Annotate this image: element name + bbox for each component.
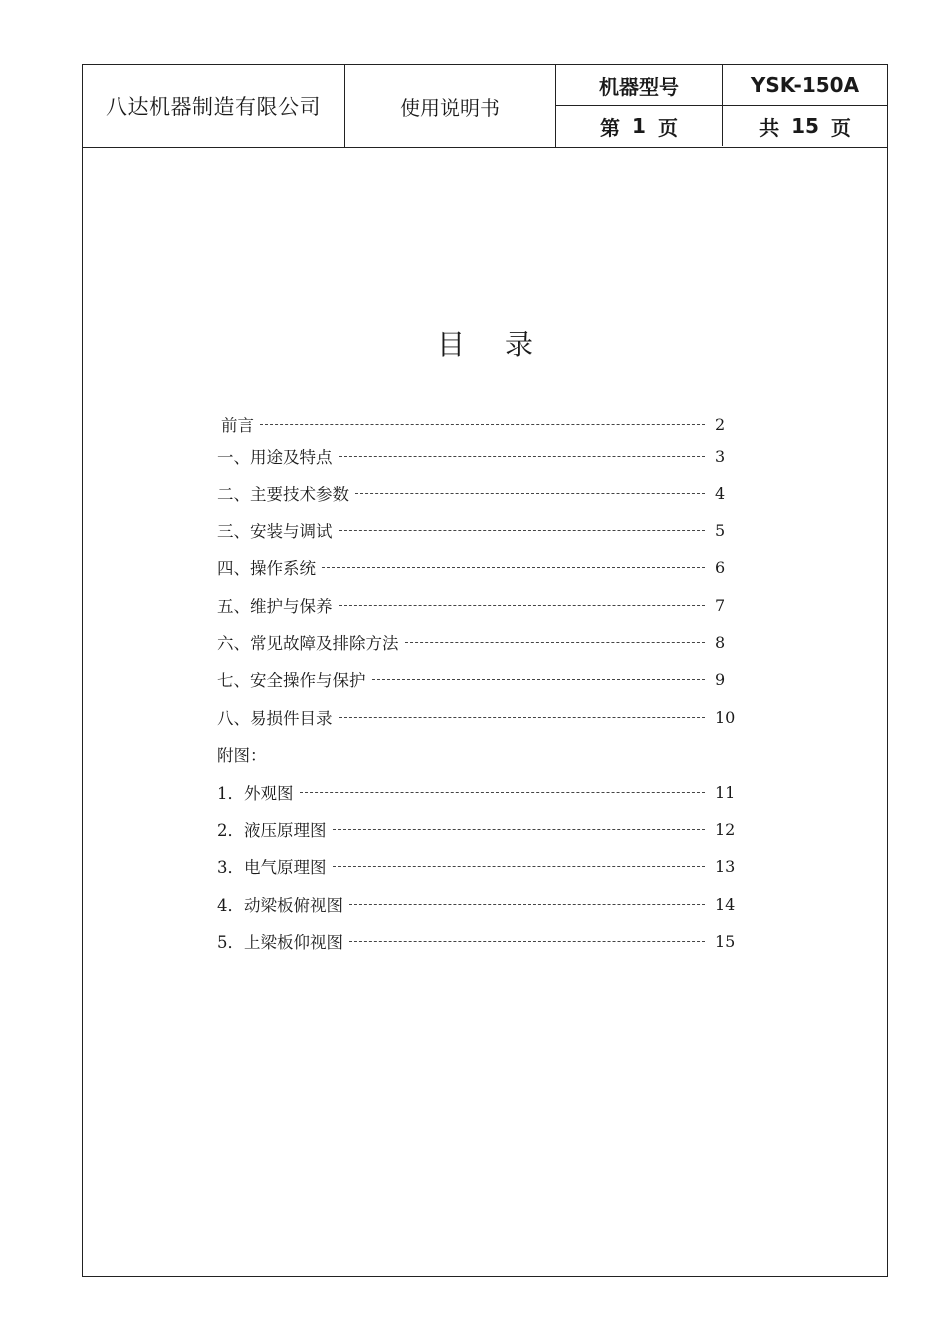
toc-page: 8 xyxy=(715,632,726,652)
toc-label: 六、常见故障及排除方法 xyxy=(217,634,399,653)
toc-entry[interactable] xyxy=(217,480,737,506)
toc-page: 13 xyxy=(715,856,736,876)
toc-entry[interactable] xyxy=(217,517,737,543)
toc-label: 5．上梁板仰视图 xyxy=(217,933,343,952)
toc-page: 4 xyxy=(715,483,726,503)
toc-page: 12 xyxy=(715,819,736,839)
toc-label: 二、主要技术参数 xyxy=(217,485,349,504)
toc-leader xyxy=(322,567,705,568)
toc-page: 11 xyxy=(715,782,736,802)
toc-page: 3 xyxy=(715,446,726,466)
toc-label: 1．外观图 xyxy=(217,784,294,803)
toc-leader xyxy=(333,829,706,830)
toc-page: 9 xyxy=(715,669,726,689)
toc-page: 2 xyxy=(715,414,726,434)
page-suffix: 页 xyxy=(657,115,678,140)
toc-entry[interactable] xyxy=(217,554,737,580)
toc-leader xyxy=(333,866,706,867)
total-pages xyxy=(723,106,887,146)
model-label: 机器型号 xyxy=(556,65,723,106)
toc-leader xyxy=(339,456,706,457)
toc-label: 八、易损件目录 xyxy=(217,709,333,728)
page-prefix: 第 xyxy=(600,115,621,140)
toc-leader xyxy=(405,642,706,643)
toc-leader xyxy=(355,493,705,494)
header-table xyxy=(83,65,887,148)
toc-leader xyxy=(349,904,705,905)
toc-entry[interactable] xyxy=(217,704,737,730)
toc-page: 7 xyxy=(715,595,726,615)
toc-leader xyxy=(339,605,706,606)
toc-leader xyxy=(339,717,706,718)
model-value: YSK-150A xyxy=(723,65,887,106)
page-frame xyxy=(82,64,888,1277)
total-prefix: 共 xyxy=(759,115,780,140)
toc-leader xyxy=(372,679,706,680)
total-pages-value: 15 xyxy=(791,114,819,138)
toc-page: 14 xyxy=(715,894,736,914)
toc-entry[interactable] xyxy=(217,592,737,618)
toc-label: 四、操作系统 xyxy=(217,559,316,578)
toc-label: 附图： xyxy=(217,746,267,765)
company-name: 八达机器制造有限公司 xyxy=(83,65,345,147)
page-title: 目录 xyxy=(436,328,573,361)
toc-entry[interactable] xyxy=(217,891,737,917)
toc-page: 15 xyxy=(715,931,736,951)
toc-label: 前言 xyxy=(221,416,254,435)
toc-entry[interactable] xyxy=(217,666,737,692)
toc-label: 3．电气原理图 xyxy=(217,858,327,877)
toc-page: 10 xyxy=(715,707,736,727)
toc-entry[interactable] xyxy=(217,816,737,842)
total-suffix: 页 xyxy=(830,115,851,140)
toc-label: 三、安装与调试 xyxy=(217,522,333,541)
toc-leader xyxy=(260,424,705,425)
toc-entry[interactable] xyxy=(217,443,737,469)
page-number xyxy=(556,106,723,146)
toc-entry[interactable] xyxy=(217,411,737,437)
toc-page: 6 xyxy=(715,557,726,577)
page-number-value: 1 xyxy=(632,114,646,138)
toc-leader xyxy=(300,792,706,793)
toc-entry[interactable] xyxy=(217,928,737,954)
toc-leader xyxy=(349,941,705,942)
toc-entry[interactable] xyxy=(217,779,737,805)
toc-label: 2．液压原理图 xyxy=(217,821,327,840)
toc-entry[interactable] xyxy=(217,853,737,879)
toc-page: 5 xyxy=(715,520,726,540)
toc-section-heading xyxy=(217,741,737,767)
header-info-grid xyxy=(556,65,887,147)
toc-entry[interactable] xyxy=(217,629,737,655)
toc-label: 4．动梁板俯视图 xyxy=(217,896,343,915)
toc-label: 一、用途及特点 xyxy=(217,448,333,467)
document-type: 使用说明书 xyxy=(345,65,556,147)
toc-label: 五、维护与保养 xyxy=(217,597,333,616)
toc-leader xyxy=(339,530,706,531)
toc-label: 七、安全操作与保护 xyxy=(217,671,366,690)
